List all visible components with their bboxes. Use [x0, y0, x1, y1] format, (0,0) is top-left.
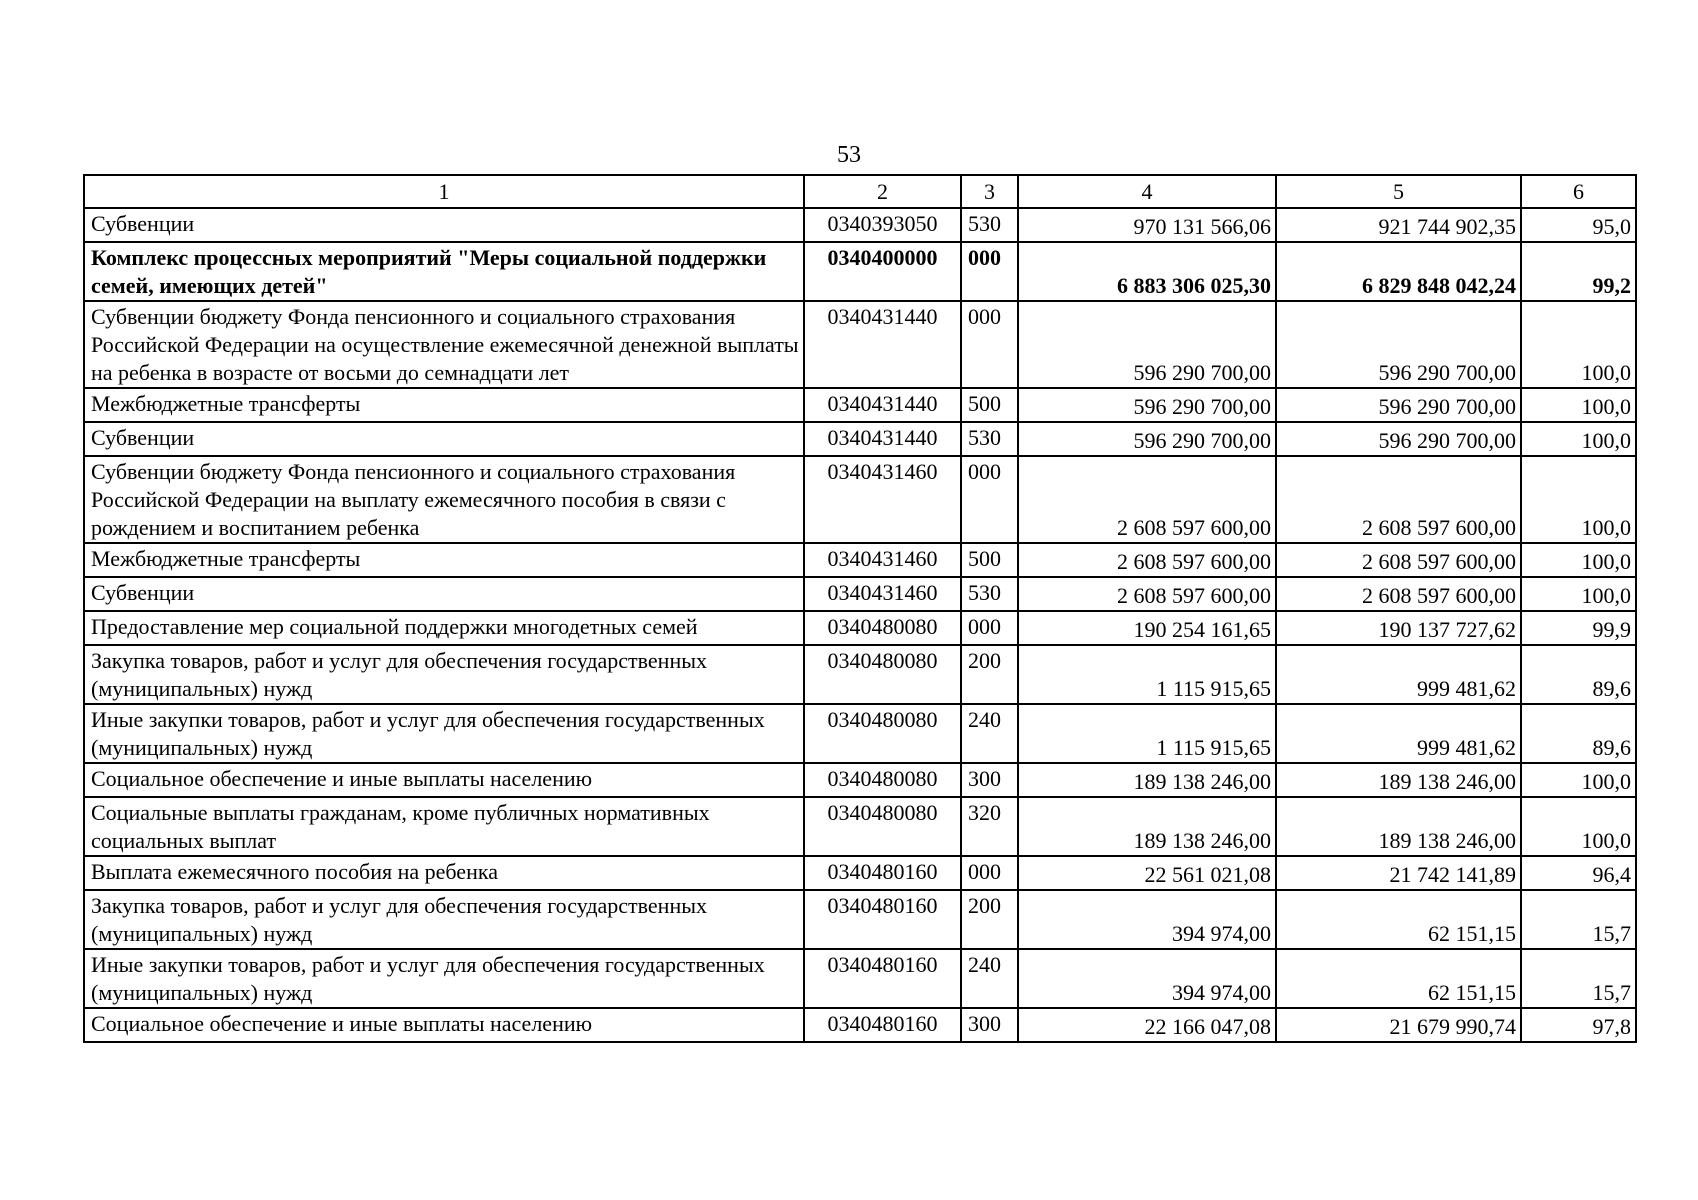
table-row: [84, 1008, 1636, 1042]
row-actual-amount: 189 138 246,00: [1276, 797, 1521, 856]
row-plan-amount: 1 115 915,65: [1018, 704, 1276, 763]
row-actual-amount: 21 742 141,89: [1276, 856, 1521, 890]
row-actual-amount: 921 744 902,35: [1276, 208, 1521, 242]
row-code: 0340400000: [804, 242, 961, 301]
row-percent: 99,9: [1521, 611, 1636, 645]
row-percent: 96,4: [1521, 856, 1636, 890]
row-percent: 100,0: [1521, 577, 1636, 611]
row-name: Субвенции: [84, 577, 804, 611]
row-name: Социальные выплаты гражданам, кроме публичных нормативных социальных выплат: [84, 797, 804, 856]
row-plan-amount: 22 166 047,08: [1018, 1008, 1276, 1042]
row-name: Социальное обеспечение и иные выплаты населению: [84, 1008, 804, 1042]
header-col-5: 5: [1276, 175, 1521, 208]
row-code: 0340431460: [804, 577, 961, 611]
row-plan-amount: 189 138 246,00: [1018, 763, 1276, 797]
row-code: 0340480160: [804, 856, 961, 890]
row-percent: 95,0: [1521, 208, 1636, 242]
row-actual-amount: 999 481,62: [1276, 704, 1521, 763]
page-number: 53: [837, 142, 861, 168]
row-percent: 100,0: [1521, 797, 1636, 856]
row-code: 0340480160: [804, 949, 961, 1008]
row-plan-amount: 970 131 566,06: [1018, 208, 1276, 242]
row-actual-amount: 2 608 597 600,00: [1276, 543, 1521, 577]
row-code: 0340431440: [804, 301, 961, 388]
row-actual-amount: 21 679 990,74: [1276, 1008, 1521, 1042]
row-actual-amount: 596 290 700,00: [1276, 422, 1521, 456]
row-percent: 100,0: [1521, 422, 1636, 456]
table-row: [84, 949, 1636, 1008]
row-actual-amount: 596 290 700,00: [1276, 388, 1521, 422]
table-row: [84, 456, 1636, 543]
table-row: [84, 388, 1636, 422]
row-actual-amount: 62 151,15: [1276, 890, 1521, 949]
row-name: Иные закупки товаров, работ и услуг для обеспечения государственных (муниципальных) нужд: [84, 949, 804, 1008]
row-code: 0340431440: [804, 422, 961, 456]
row-expense-type: 530: [961, 208, 1018, 242]
row-actual-amount: 62 151,15: [1276, 949, 1521, 1008]
row-actual-amount: 596 290 700,00: [1276, 301, 1521, 388]
row-expense-type: 000: [961, 456, 1018, 543]
row-percent: 15,7: [1521, 949, 1636, 1008]
row-percent: 15,7: [1521, 890, 1636, 949]
table-row: [84, 611, 1636, 645]
row-expense-type: 000: [961, 301, 1018, 388]
row-name: Межбюджетные трансферты: [84, 543, 804, 577]
table-row: [84, 208, 1636, 242]
row-percent: 100,0: [1521, 763, 1636, 797]
header-row: [84, 175, 1636, 208]
row-expense-type: 000: [961, 856, 1018, 890]
row-plan-amount: 2 608 597 600,00: [1018, 456, 1276, 543]
row-plan-amount: 189 138 246,00: [1018, 797, 1276, 856]
row-expense-type: 530: [961, 577, 1018, 611]
row-plan-amount: 2 608 597 600,00: [1018, 543, 1276, 577]
row-percent: 100,0: [1521, 543, 1636, 577]
row-expense-type: 500: [961, 388, 1018, 422]
row-code: 0340431460: [804, 456, 961, 543]
row-plan-amount: 596 290 700,00: [1018, 301, 1276, 388]
row-actual-amount: 999 481,62: [1276, 645, 1521, 704]
row-plan-amount: 190 254 161,65: [1018, 611, 1276, 645]
row-expense-type: 320: [961, 797, 1018, 856]
header-col-4: 4: [1018, 175, 1276, 208]
row-percent: 97,8: [1521, 1008, 1636, 1042]
table-body: [84, 208, 1636, 1042]
row-name: Иные закупки товаров, работ и услуг для обеспечения государственных (муниципальных) нужд: [84, 704, 804, 763]
row-plan-amount: 22 561 021,08: [1018, 856, 1276, 890]
table-row: [84, 301, 1636, 388]
row-percent: 100,0: [1521, 388, 1636, 422]
row-name: Субвенции бюджету Фонда пенсионного и социального страхования Российской Федерации на выплату ежемесячного пособия в связи с рождением и воспитанием ребенка: [84, 456, 804, 543]
row-plan-amount: 6 883 306 025,30: [1018, 242, 1276, 301]
table-row: [84, 763, 1636, 797]
row-expense-type: 200: [961, 890, 1018, 949]
row-expense-type: 200: [961, 645, 1018, 704]
table-row: [84, 704, 1636, 763]
row-name: Субвенции: [84, 208, 804, 242]
row-actual-amount: 6 829 848 042,24: [1276, 242, 1521, 301]
row-actual-amount: 190 137 727,62: [1276, 611, 1521, 645]
row-expense-type: 000: [961, 611, 1018, 645]
table-row: [84, 543, 1636, 577]
row-code: 0340480080: [804, 797, 961, 856]
row-plan-amount: 596 290 700,00: [1018, 388, 1276, 422]
budget-table: [83, 174, 1637, 1043]
header-col-1: 1: [84, 175, 804, 208]
row-name: Предоставление мер социальной поддержки многодетных семей: [84, 611, 804, 645]
header-col-6: 6: [1521, 175, 1636, 208]
row-percent: 89,6: [1521, 645, 1636, 704]
row-name: Субвенции: [84, 422, 804, 456]
table-row: [84, 856, 1636, 890]
row-code: 0340393050: [804, 208, 961, 242]
row-percent: 99,2: [1521, 242, 1636, 301]
row-code: 0340431460: [804, 543, 961, 577]
table-row: [84, 577, 1636, 611]
row-code: 0340480080: [804, 763, 961, 797]
row-code: 0340480080: [804, 611, 961, 645]
row-expense-type: 500: [961, 543, 1018, 577]
row-code: 0340431440: [804, 388, 961, 422]
row-code: 0340480160: [804, 1008, 961, 1042]
row-actual-amount: 189 138 246,00: [1276, 763, 1521, 797]
table-row: [84, 422, 1636, 456]
row-percent: 89,6: [1521, 704, 1636, 763]
table-row: [84, 797, 1636, 856]
row-name: Выплата ежемесячного пособия на ребенка: [84, 856, 804, 890]
table-row: [84, 242, 1636, 301]
row-expense-type: 300: [961, 1008, 1018, 1042]
row-percent: 100,0: [1521, 456, 1636, 543]
table-row: [84, 645, 1636, 704]
row-name: Закупка товаров, работ и услуг для обеспечения государственных (муниципальных) нужд: [84, 645, 804, 704]
row-plan-amount: 394 974,00: [1018, 949, 1276, 1008]
row-code: 0340480080: [804, 645, 961, 704]
row-code: 0340480160: [804, 890, 961, 949]
header-col-3: 3: [961, 175, 1018, 208]
row-percent: 100,0: [1521, 301, 1636, 388]
row-expense-type: 530: [961, 422, 1018, 456]
row-name: Субвенции бюджету Фонда пенсионного и социального страхования Российской Федерации на осуществление ежемесячной денежной выплаты на ребенка в возрасте от восьми до семнадцати лет: [84, 301, 804, 388]
row-expense-type: 000: [961, 242, 1018, 301]
header-col-2: 2: [804, 175, 961, 208]
row-name: Закупка товаров, работ и услуг для обеспечения государственных (муниципальных) нужд: [84, 890, 804, 949]
table-row: [84, 890, 1636, 949]
row-expense-type: 240: [961, 704, 1018, 763]
row-name: Комплекс процессных мероприятий "Меры социальной поддержки семей, имеющих детей": [84, 242, 804, 301]
row-plan-amount: 2 608 597 600,00: [1018, 577, 1276, 611]
row-actual-amount: 2 608 597 600,00: [1276, 456, 1521, 543]
row-plan-amount: 1 115 915,65: [1018, 645, 1276, 704]
row-name: Социальное обеспечение и иные выплаты населению: [84, 763, 804, 797]
row-expense-type: 300: [961, 763, 1018, 797]
row-plan-amount: 596 290 700,00: [1018, 422, 1276, 456]
row-actual-amount: 2 608 597 600,00: [1276, 577, 1521, 611]
row-code: 0340480080: [804, 704, 961, 763]
row-plan-amount: 394 974,00: [1018, 890, 1276, 949]
row-name: Межбюджетные трансферты: [84, 388, 804, 422]
row-expense-type: 240: [961, 949, 1018, 1008]
